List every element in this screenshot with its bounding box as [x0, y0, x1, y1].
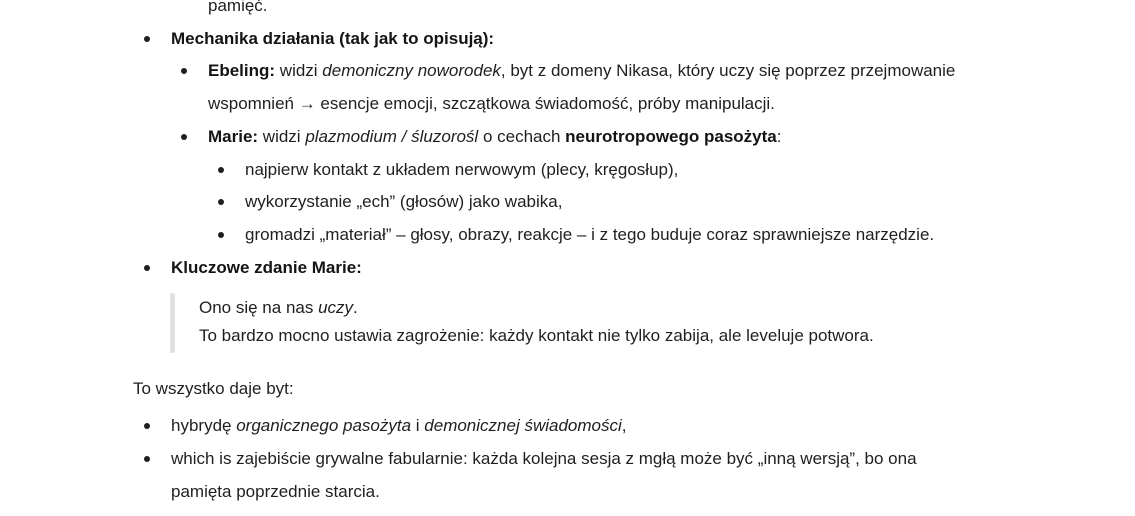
quote-text-1: Ono się na nas — [199, 298, 319, 317]
mechanika-label: Mechanika działania (tak jak to opisują): — [171, 29, 495, 48]
bullet-icon — [144, 36, 150, 42]
continued-text: pamięć. — [208, 0, 268, 15]
hybryda-text-1: hybrydę — [171, 416, 237, 435]
hybryda-text-2: i — [411, 416, 425, 435]
ebeling-text-2: , byt z domeny Nikasa, który uczy się poprzez przejmowanie — [500, 61, 956, 80]
grywalne-text-1: which is zajebiście grywalne fabularnie: każda kolejna sesja z mgłą może być „inną wersją”, bo ona — [171, 449, 917, 468]
kluczowe-label: Kluczowe zdanie Marie: — [171, 258, 362, 277]
bullet-icon — [218, 199, 224, 205]
marie-sub-text: wykorzystanie „ech” (głosów) jako wabika, — [245, 192, 563, 211]
hybryda-text-3: , — [621, 416, 627, 435]
hybryda-emphasis-1: organicznego pasożyta — [236, 416, 412, 435]
bullet-icon — [144, 423, 150, 429]
marie-text-1: widzi — [258, 127, 306, 146]
blockquote-bar — [170, 293, 175, 353]
marie-label: Marie: — [208, 127, 259, 146]
ebeling-text-3: wspomnień → esencje emocji, szczątkowa świadomość, próby manipulacji. — [208, 94, 775, 113]
marie-text-2: o cechach — [478, 127, 566, 146]
bullet-icon — [144, 265, 150, 271]
grywalne-text-2: pamięta poprzednie starcia. — [171, 482, 380, 501]
marie-strong: neurotropowego pasożyta — [565, 127, 777, 146]
bullet-icon — [218, 232, 224, 238]
ebeling-label: Ebeling: — [208, 61, 276, 80]
ebeling-emphasis: demoniczny noworodek — [322, 61, 501, 80]
quote-text-3: To bardzo mocno ustawia zagrożenie: każdy kontakt nie tylko zabija, ale leveluje potwora. — [199, 326, 874, 345]
bullet-icon — [181, 68, 187, 74]
bullet-icon — [218, 167, 224, 173]
hybryda-emphasis-2: demonicznej świadomości — [424, 416, 622, 435]
marie-sub-text: najpierw kontakt z układem nerwowym (plecy, kręgosłup), — [245, 160, 679, 179]
marie-sub-text: gromadzi „materiał” – głosy, obrazy, reakcje – i z tego buduje coraz sprawniejsze narzędzie. — [245, 225, 935, 244]
marie-emphasis: plazmodium / śluzorośl — [305, 127, 479, 146]
bullet-icon — [144, 456, 150, 462]
summary-text: To wszystko daje byt: — [133, 379, 294, 398]
quote-text-2: . — [353, 298, 358, 317]
ebeling-text-1: widzi — [275, 61, 323, 80]
marie-text-3: : — [776, 127, 782, 146]
quote-emphasis: uczy — [318, 298, 354, 317]
bullet-icon — [181, 134, 187, 140]
